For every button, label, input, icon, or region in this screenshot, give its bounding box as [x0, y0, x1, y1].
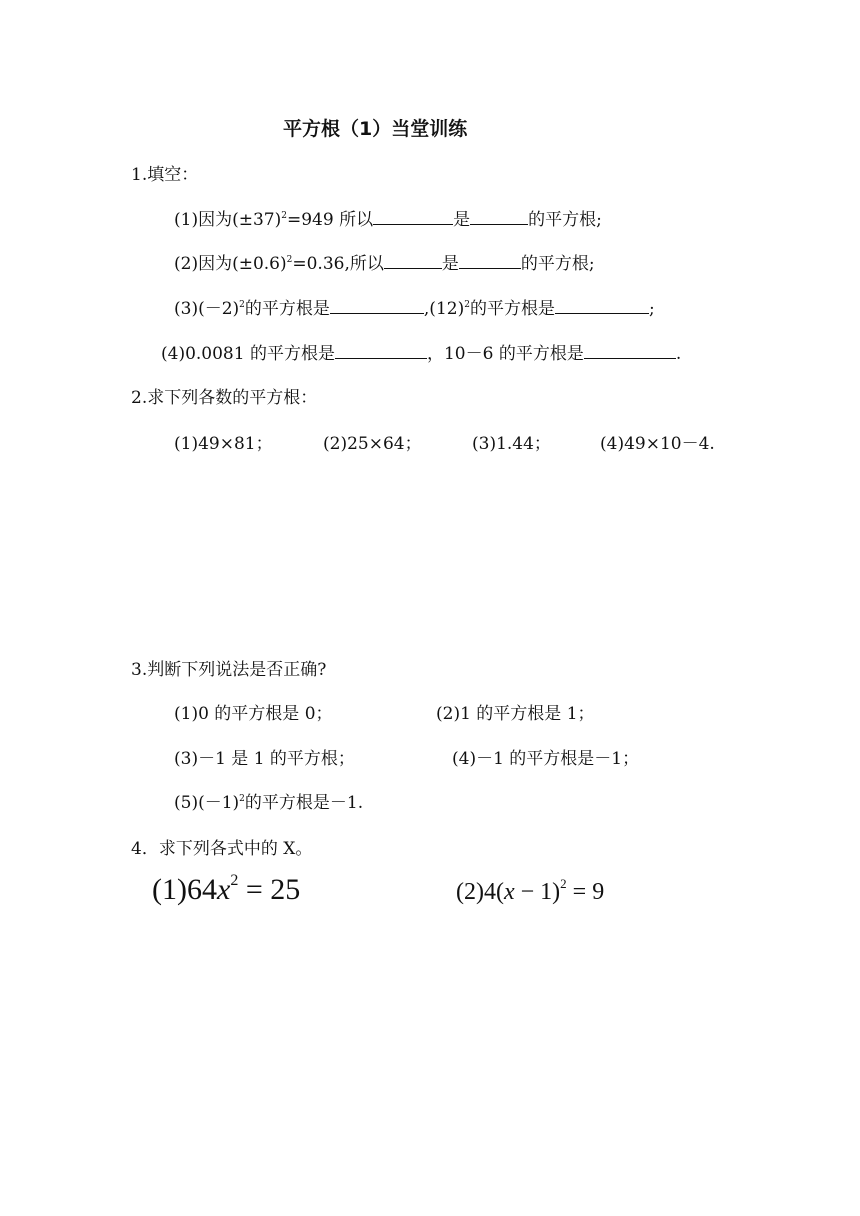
- q2-item-3: (3)1.44；: [472, 434, 551, 454]
- q4-heading: 4．求下列各式中的 X。: [131, 839, 313, 859]
- q1-part1: (1)因为$(\pm 37)^2=949$ 所以 是 的平方根;: [174, 210, 602, 230]
- q3-heading: 3.判断下列说法是否正确?: [131, 660, 327, 680]
- q3-item-2: (2)1 的平方根是 1；: [436, 704, 595, 724]
- answer-blank[interactable]: [459, 252, 521, 269]
- answer-blank[interactable]: [470, 208, 528, 225]
- q1-heading: 1.填空：: [131, 165, 199, 185]
- q3-item-4: (4)－1 的平方根是－1；: [452, 749, 640, 769]
- q4-equation-2: $(2)4(x - 1)^2 = 9$: [456, 876, 605, 905]
- q2-heading: 2.求下列各数的平方根：: [131, 388, 318, 408]
- answer-blank[interactable]: [335, 342, 427, 359]
- q2-item-1: (1)49×81；: [174, 434, 273, 454]
- q2-item-4: (4)49×10－4.: [600, 434, 715, 454]
- q1-part4: (4)0.0081 的平方根是 ，10－6 的平方根是 .: [161, 344, 682, 364]
- answer-blank[interactable]: [584, 342, 676, 359]
- q1-part2: (2)因为$(\pm 0.6)^2=0.36$,所以 是 的平方根;: [174, 254, 595, 274]
- q3-item-5: $(5)(-1)^2$的平方根是－1.: [174, 793, 364, 813]
- answer-blank[interactable]: [384, 252, 442, 269]
- answer-blank[interactable]: [330, 297, 424, 314]
- answer-blank[interactable]: [373, 208, 453, 225]
- q4-equation-1: $(1)64x^2 = 25$: [152, 872, 301, 906]
- answer-blank[interactable]: [555, 297, 649, 314]
- worksheet-title: 平方根（1）当堂训练: [283, 118, 468, 140]
- q3-item-1: (1)0 的平方根是 0；: [174, 704, 333, 724]
- q1-part3: $(3)(-2)^2$的平方根是 $,(12)^2$的平方根是 ;: [174, 299, 655, 319]
- q2-item-2: (2)25×64；: [323, 434, 422, 454]
- q3-item-3: (3)－1 是 1 的平方根；: [174, 749, 355, 769]
